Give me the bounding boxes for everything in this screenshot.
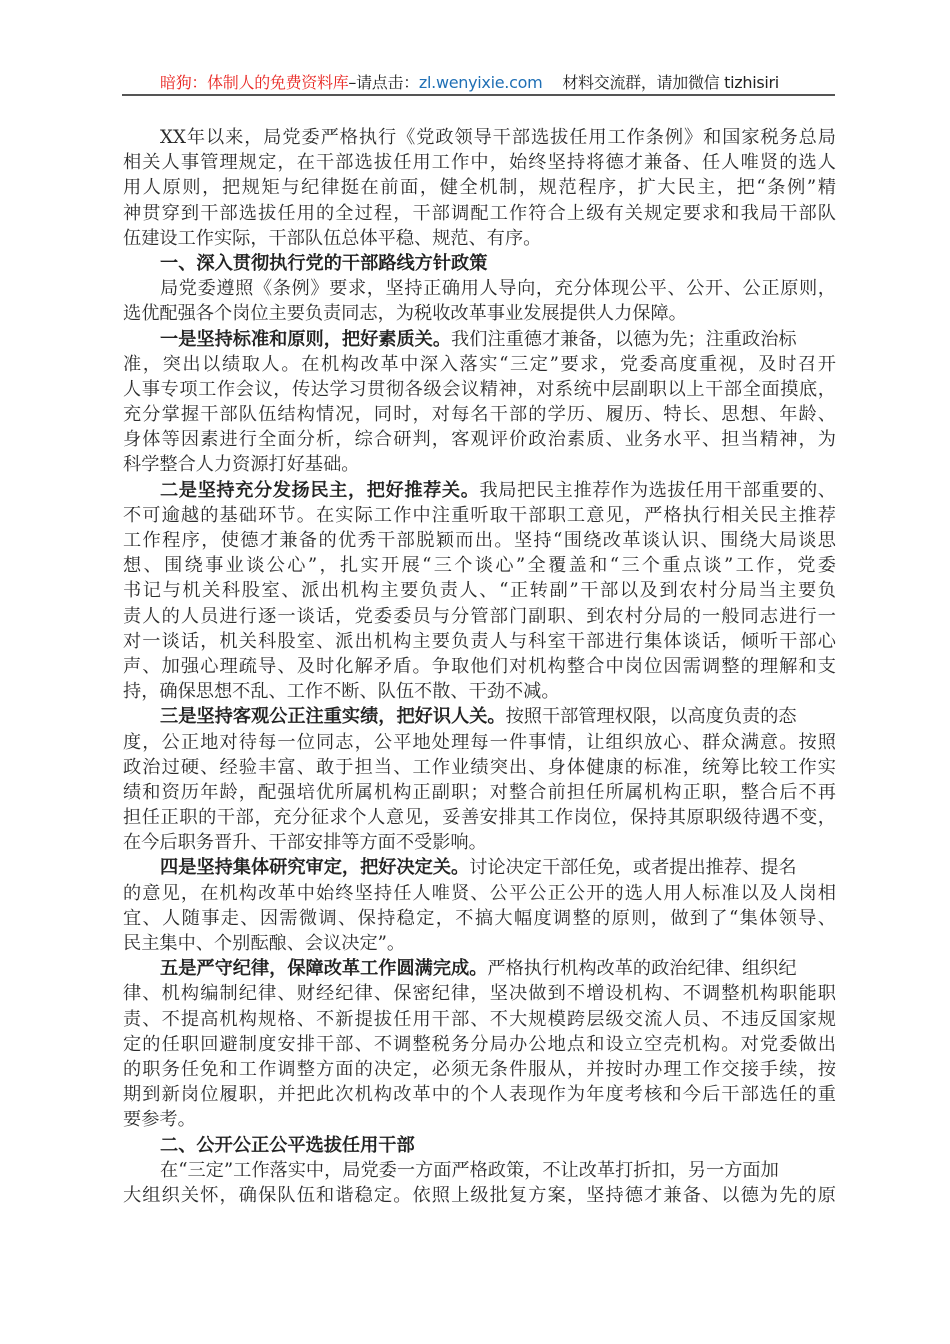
paragraph-line: 在“三定”工作落实中，局党委一方面严格政策，不让改革打折扣，另一方面加 — [160, 1159, 779, 1181]
paragraph-line: 在今后职务晋升、干部安排等方面不受影响。 — [123, 832, 487, 854]
header-url-link[interactable]: zl.wenyixie.com — [418, 73, 543, 92]
paragraph-line: 持，确保思想不乱、工作不断、队伍不散、干劲不减。 — [123, 681, 560, 703]
paragraph-line — [123, 855, 836, 880]
paragraph-line: 神贯穿到干部选拔任用的全过程，干部调配工作符合上级有关规定要求和我局干部队 — [123, 202, 836, 224]
paragraph-line: 律、机构编制纪律、财经纪律、保密纪律，坚决做到不增设机构、不调整机构职能职 — [123, 983, 836, 1005]
paragraph-line: 声、加强心理疏导、及时化解矛盾。争取他们对机构整合中岗位因需调整的理解和支 — [123, 655, 836, 677]
paragraph-line — [123, 327, 836, 352]
paragraph-line: 身体等因素进行全面分析，综合研判，客观评价政治素质、业务水平、担当精神，为 — [123, 429, 836, 451]
header-wechat: 材料交流群，请加微信 tizhisiri — [562, 73, 779, 92]
paragraph-line: 要参考。 — [123, 1109, 196, 1131]
section-heading: 一、深入贯彻执行党的干部路线方针政策 — [160, 252, 488, 274]
paragraph-line: 局党委遵照《条例》要求，坚持正确用人导向，充分体现公平、公开、公正原则， — [160, 278, 836, 300]
paragraph-line: 伍建设工作实际，干部队伍总体平稳、规范、有序。 — [123, 227, 542, 249]
header-banner — [160, 70, 779, 93]
paragraph-line: 书记与机关科股室、派出机构主要负责人、“正转副”干部以及到农村分局当主要负 — [123, 580, 836, 602]
paragraph-line: 度，公正地对待每一位同志，公平地处理每一件事情，让组织放心、群众满意。按照 — [123, 731, 836, 753]
paragraph-line — [123, 956, 836, 981]
paragraph-line: 的职务任免和工作调整方面的决定，必须无条件服从，并按时办理工作交接手续，按 — [123, 1058, 836, 1080]
paragraph-line: 担任正职的干部，充分征求个人意见，妥善安排其工作岗位，保持其原职级待遇不变， — [123, 807, 836, 829]
document-body — [123, 125, 836, 1208]
paragraph-line: 的意见，在机构改革中始终坚持任人唯贤、公平公正公开的选人用人标准以及人岗相 — [123, 882, 836, 904]
paragraph-line: 想、围绕事业谈公心”，扎实开展“三个谈心”全覆盖和“三个重点谈”工作，党委 — [123, 555, 836, 577]
paragraph-lead: 一是坚持标准和原则，把好素质关。 — [160, 328, 452, 350]
paragraph-line: 宜、人随事走、因需微调、保持稳定，不搞大幅度调整的原则，做到了“集体领导、 — [123, 907, 836, 929]
paragraph-line: 政治过硬、经验丰富、敢于担当、工作业绩突出、身体健康的标准，统筹比较工作实 — [123, 756, 836, 778]
paragraph-line: 选优配强各个岗位主要负责同志，为税收改革事业发展提供人力保障。 — [123, 303, 687, 325]
paragraph-line: 定的任职回避制度安排干部、不调整税务分局办公地点和设立空壳机构。对党委做出 — [123, 1033, 836, 1055]
header-brand: 暗狗：体制人的免费资料库 — [160, 73, 349, 92]
paragraph-lead: 三是坚持客观公正注重实绩，把好识人关。 — [160, 706, 506, 728]
paragraph-lead: 四是坚持集体研究审定，把好决定关。 — [160, 857, 470, 879]
page-header — [122, 68, 835, 96]
paragraph-line: 期到新岗位履职，并把此次机构改革中的个人表现作为年度考核和今后干部选任的重 — [123, 1084, 836, 1106]
paragraph-line: 科学整合人力资源打好基础。 — [123, 454, 360, 476]
paragraph-line: 民主集中、个别酝酿、会议决定”。 — [123, 933, 406, 954]
paragraph-line: 相关人事管理规定，在干部选拔任用工作中，始终坚持将德才兼备、任人唯贤的选人 — [123, 152, 836, 174]
paragraph-text: 我们注重德才兼备，以德为先；注重政治标 — [451, 328, 797, 350]
paragraph-line: 不可逾越的基础环节。在实际工作中注重听取干部职工意见，严格执行相关民主推荐 — [123, 504, 836, 526]
paragraph-line: 充分掌握干部队伍结构情况，同时，对每名干部的学历、履历、特长、思想、年龄、 — [123, 404, 836, 426]
paragraph-line: 大组织关怀，确保队伍和谐稳定。依照上级批复方案，坚持德才兼备、以德为先的原 — [123, 1184, 836, 1206]
paragraph-text: 按照干部管理权限，以高度负责的态 — [505, 706, 797, 728]
section-heading: 二、公开公正公平选拔任用干部 — [160, 1134, 415, 1156]
paragraph-text: 我局把民主推荐作为选拔任用干部重要的、 — [479, 479, 836, 501]
paragraph-line: 责人的人员进行逐一谈话，党委委员与分管部门副职、到农村分局的一般同志进行一 — [123, 605, 836, 627]
paragraph-line — [123, 704, 836, 729]
paragraph-line: 对一谈话，机关科股室、派出机构主要负责人与科室干部进行集体谈话，倾听干部心 — [123, 630, 836, 652]
paragraph-line: 工作程序，使德才兼备的优秀干部脱颖而出。坚持“围绕改革谈认识、围绕大局谈思 — [123, 530, 836, 551]
paragraph-text: 讨论决定干部任免，或者提出推荐、提名 — [469, 857, 797, 879]
paragraph-line — [123, 478, 836, 503]
paragraph-line: 人事专项工作会议，传达学习贯彻各级会议精神，对系统中层副职以上干部全面摸底， — [123, 378, 836, 400]
paragraph-lead: 五是严守纪律，保障改革工作圆满完成。 — [160, 958, 488, 980]
paragraph-line: 责、不提高机构规格、不新提拔任用干部、不大规模跨层级交流人员、不违反国家规 — [123, 1008, 836, 1030]
paragraph-line: 绩和资历年龄，配强培优所属机构正副职；对整合前担任所属机构正职，整合后不再 — [123, 781, 836, 803]
paragraph-line: XX年以来，局党委严格执行《党政领导干部选拔任用工作条例》和国家税务总局 — [160, 127, 836, 148]
paragraph-line: 准，突出以绩取人。在机构改革中深入落实“三定”要求，党委高度重视，及时召开 — [123, 353, 836, 375]
header-prompt: –请点击： — [348, 73, 419, 92]
paragraph-text: 严格执行机构改革的政治纪律、组织纪 — [487, 958, 797, 980]
paragraph-line: 用人原则，把规矩与纪律挺在前面，健全机制，规范程序，扩大民主，把“条例”精 — [123, 177, 836, 199]
paragraph-lead: 二是坚持充分发扬民主，把好推荐关。 — [160, 479, 480, 501]
